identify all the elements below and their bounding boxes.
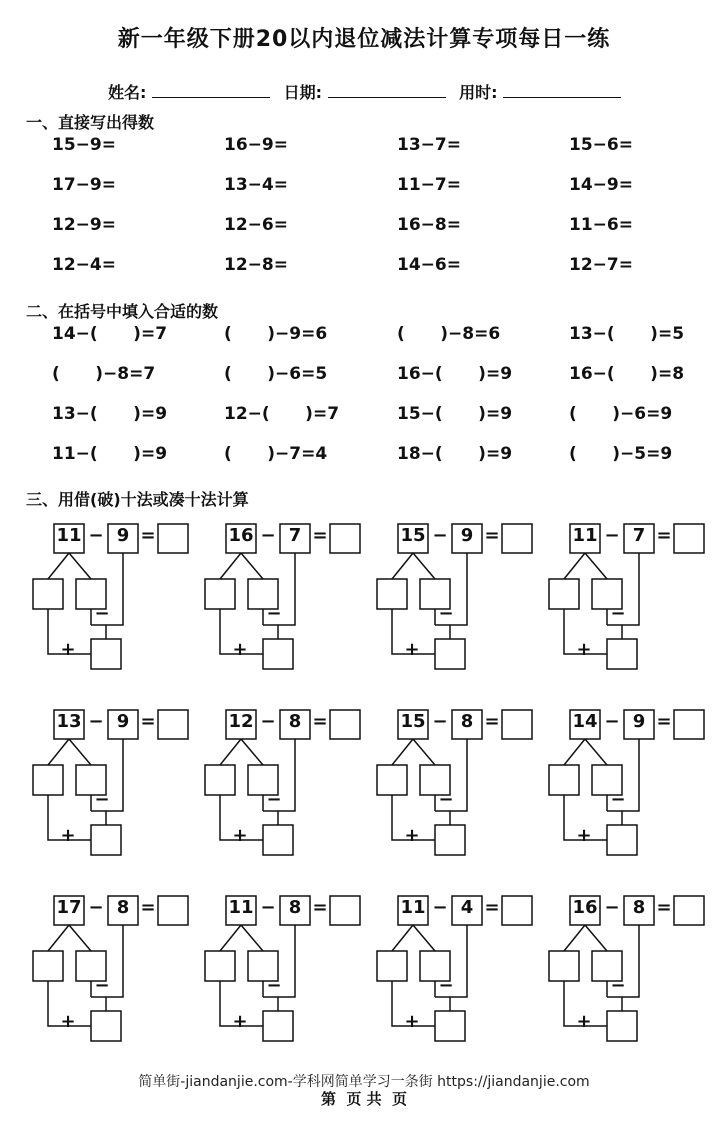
split-box-left: [33, 765, 63, 795]
minuend-value: 11: [572, 525, 598, 546]
equals-sign: =: [656, 711, 672, 732]
problem-item: 12−9=: [52, 215, 116, 235]
branch-line: [585, 553, 607, 579]
subtrahend-value: 9: [632, 711, 646, 732]
plus-sign: +: [576, 825, 592, 846]
subtrahend-value: 8: [116, 897, 130, 918]
watermark: 简单街-jiandanjie.com-学科网简单学习一条街 https://jiandanjie.com: [138, 1074, 590, 1090]
minus-sign: −: [438, 789, 454, 810]
subtrahend-value: 8: [632, 897, 646, 918]
branch-line: [413, 553, 435, 579]
result-box: [91, 1011, 121, 1041]
equals-sign: =: [312, 711, 328, 732]
problem-item: 11−6=: [569, 215, 633, 235]
minus-sign: −: [432, 897, 448, 918]
decomposition-diagram: [30, 521, 200, 671]
name-label: 姓名:: [108, 83, 147, 102]
minuend-value: 11: [228, 897, 254, 918]
minus-sign: −: [88, 711, 104, 732]
plus-sign: +: [404, 825, 420, 846]
problem-item: 11−7=: [397, 175, 461, 195]
answer-box: [330, 524, 360, 553]
minus-sign: −: [610, 975, 626, 996]
result-box: [263, 1011, 293, 1041]
problem-item: 15−6=: [569, 135, 633, 155]
decomposition-diagram: [546, 521, 716, 671]
plus-sign: +: [232, 639, 248, 660]
section2-heading: 二、在括号中填入合适的数: [26, 302, 219, 321]
subtrahend-value: 8: [288, 711, 302, 732]
minuend-value: 13: [56, 711, 82, 732]
branch-line: [241, 739, 263, 765]
equals-sign: =: [312, 897, 328, 918]
minus-sign: −: [94, 603, 110, 624]
branch-line: [392, 553, 413, 579]
subtrahend-value: 8: [460, 711, 474, 732]
split-box-left: [377, 579, 407, 609]
plus-sign: +: [232, 825, 248, 846]
result-box: [91, 639, 121, 669]
plus-sign: +: [60, 639, 76, 660]
result-box: [91, 825, 121, 855]
result-box: [435, 639, 465, 669]
answer-box: [330, 896, 360, 925]
answer-box: [502, 710, 532, 739]
problem-item: 18−( )=9: [397, 444, 513, 464]
branch-line: [220, 553, 241, 579]
subtrahend-value: 7: [632, 525, 646, 546]
equals-sign: =: [140, 897, 156, 918]
decomposition-diagram: [374, 707, 544, 857]
equals-sign: =: [312, 525, 328, 546]
minus-sign: −: [94, 789, 110, 810]
split-box-left: [549, 579, 579, 609]
decomposition-diagram: [546, 893, 716, 1043]
minus-sign: −: [94, 975, 110, 996]
problem-item: 14−9=: [569, 175, 633, 195]
problem-item: 12−8=: [224, 255, 288, 275]
problem-item: 13−4=: [224, 175, 288, 195]
equals-sign: =: [140, 525, 156, 546]
decomposition-diagram: [202, 707, 372, 857]
page-number: 第 页 共 页: [320, 1090, 408, 1108]
result-box: [607, 639, 637, 669]
split-box-left: [205, 579, 235, 609]
problem-item: ( )−8=6: [397, 324, 501, 344]
branch-line: [69, 739, 91, 765]
branch-line: [48, 553, 69, 579]
problem-item: 16−( )=8: [569, 364, 685, 384]
branch-line: [413, 925, 435, 951]
split-box-left: [549, 765, 579, 795]
subtrahend-value: 9: [460, 525, 474, 546]
minus-sign: −: [266, 603, 282, 624]
minus-sign: −: [604, 525, 620, 546]
plus-sign: +: [576, 1011, 592, 1032]
problem-item: 13−7=: [397, 135, 461, 155]
minuend-value: 16: [228, 525, 254, 546]
minus-sign: −: [604, 897, 620, 918]
minus-sign: −: [266, 789, 282, 810]
answer-box: [502, 896, 532, 925]
plus-sign: +: [404, 1011, 420, 1032]
equals-sign: =: [484, 525, 500, 546]
answer-box: [158, 896, 188, 925]
section1-heading: 一、直接写出得数: [26, 113, 155, 132]
branch-line: [585, 739, 607, 765]
branch-line: [48, 925, 69, 951]
problem-item: ( )−9=6: [224, 324, 328, 344]
decomposition-diagram: [30, 893, 200, 1043]
answer-box: [158, 524, 188, 553]
problem-item: 15−9=: [52, 135, 116, 155]
minus-sign: −: [438, 603, 454, 624]
subtrahend-value: 8: [288, 897, 302, 918]
split-box-left: [205, 765, 235, 795]
branch-line: [392, 925, 413, 951]
problem-item: 11−( )=9: [52, 444, 168, 464]
plus-sign: +: [576, 639, 592, 660]
subtrahend-value: 9: [116, 711, 130, 732]
branch-line: [585, 925, 607, 951]
result-box: [435, 1011, 465, 1041]
problem-item: 12−7=: [569, 255, 633, 275]
split-box-left: [377, 765, 407, 795]
date-label: 日期:: [283, 83, 322, 102]
minus-sign: −: [260, 897, 276, 918]
branch-line: [564, 925, 585, 951]
subtrahend-value: 9: [116, 525, 130, 546]
decomposition-diagram: [202, 521, 372, 671]
branch-line: [220, 739, 241, 765]
result-box: [607, 1011, 637, 1041]
minuend-value: 15: [400, 711, 426, 732]
problem-item: 16−9=: [224, 135, 288, 155]
minuend-value: 15: [400, 525, 426, 546]
split-box-left: [377, 951, 407, 981]
branch-line: [69, 553, 91, 579]
problem-item: 12−( )=7: [224, 404, 340, 424]
problem-item: 14−6=: [397, 255, 461, 275]
branch-line: [48, 739, 69, 765]
result-box: [263, 825, 293, 855]
student-info: [108, 80, 621, 103]
answer-box: [502, 524, 532, 553]
minus-sign: −: [260, 711, 276, 732]
answer-box: [674, 896, 704, 925]
minuend-value: 16: [572, 897, 598, 918]
problem-item: 15−( )=9: [397, 404, 513, 424]
answer-box: [674, 710, 704, 739]
minus-sign: −: [432, 711, 448, 732]
minus-sign: −: [438, 975, 454, 996]
minus-sign: −: [260, 525, 276, 546]
decomposition-diagram: [546, 707, 716, 857]
split-box-left: [33, 951, 63, 981]
branch-line: [413, 739, 435, 765]
name-field[interactable]: [152, 83, 270, 98]
decomposition-diagram: [202, 893, 372, 1043]
problem-item: ( )−6=9: [569, 404, 673, 424]
problem-item: 13−( )=5: [569, 324, 685, 344]
page-title: 新一年级下册20以内退位减法计算专项每日一练: [117, 27, 611, 52]
subtrahend-value: 4: [460, 897, 474, 918]
answer-box: [158, 710, 188, 739]
subtrahend-value: 7: [288, 525, 302, 546]
minuend-value: 17: [56, 897, 82, 918]
problem-item: 14−( )=7: [52, 324, 168, 344]
minus-sign: −: [88, 525, 104, 546]
decomposition-diagram: [374, 521, 544, 671]
branch-line: [241, 553, 263, 579]
minuend-value: 11: [56, 525, 82, 546]
minuend-value: 14: [572, 711, 598, 732]
plus-sign: +: [60, 825, 76, 846]
branch-line: [564, 553, 585, 579]
equals-sign: =: [484, 711, 500, 732]
split-box-left: [33, 579, 63, 609]
minus-sign: −: [432, 525, 448, 546]
split-box-left: [205, 951, 235, 981]
equals-sign: =: [140, 711, 156, 732]
problem-item: ( )−7=4: [224, 444, 328, 464]
equals-sign: =: [656, 897, 672, 918]
time-label: 用时:: [459, 83, 498, 102]
branch-line: [220, 925, 241, 951]
answer-box: [330, 710, 360, 739]
decomposition-diagram: [374, 893, 544, 1043]
minuend-value: 12: [228, 711, 254, 732]
minus-sign: −: [610, 603, 626, 624]
problem-item: ( )−5=9: [569, 444, 673, 464]
branch-line: [69, 925, 91, 951]
section3-heading: 三、用借(破)十法或凑十法计算: [26, 490, 249, 509]
minus-sign: −: [610, 789, 626, 810]
equals-sign: =: [484, 897, 500, 918]
answer-box: [674, 524, 704, 553]
problem-item: 16−( )=9: [397, 364, 513, 384]
problem-item: 12−4=: [52, 255, 116, 275]
minuend-value: 11: [400, 897, 426, 918]
decomposition-diagram: [30, 707, 200, 857]
minus-sign: −: [266, 975, 282, 996]
result-box: [263, 639, 293, 669]
plus-sign: +: [60, 1011, 76, 1032]
result-box: [435, 825, 465, 855]
date-field[interactable]: [328, 83, 446, 98]
problem-item: 13−( )=9: [52, 404, 168, 424]
plus-sign: +: [404, 639, 420, 660]
result-box: [607, 825, 637, 855]
split-box-left: [549, 951, 579, 981]
problem-item: 12−6=: [224, 215, 288, 235]
time-field[interactable]: [503, 83, 621, 98]
branch-line: [564, 739, 585, 765]
equals-sign: =: [656, 525, 672, 546]
problem-item: 17−9=: [52, 175, 116, 195]
minus-sign: −: [88, 897, 104, 918]
plus-sign: +: [232, 1011, 248, 1032]
branch-line: [392, 739, 413, 765]
problem-item: ( )−6=5: [224, 364, 328, 384]
problem-item: 16−8=: [397, 215, 461, 235]
problem-item: ( )−8=7: [52, 364, 156, 384]
branch-line: [241, 925, 263, 951]
minus-sign: −: [604, 711, 620, 732]
